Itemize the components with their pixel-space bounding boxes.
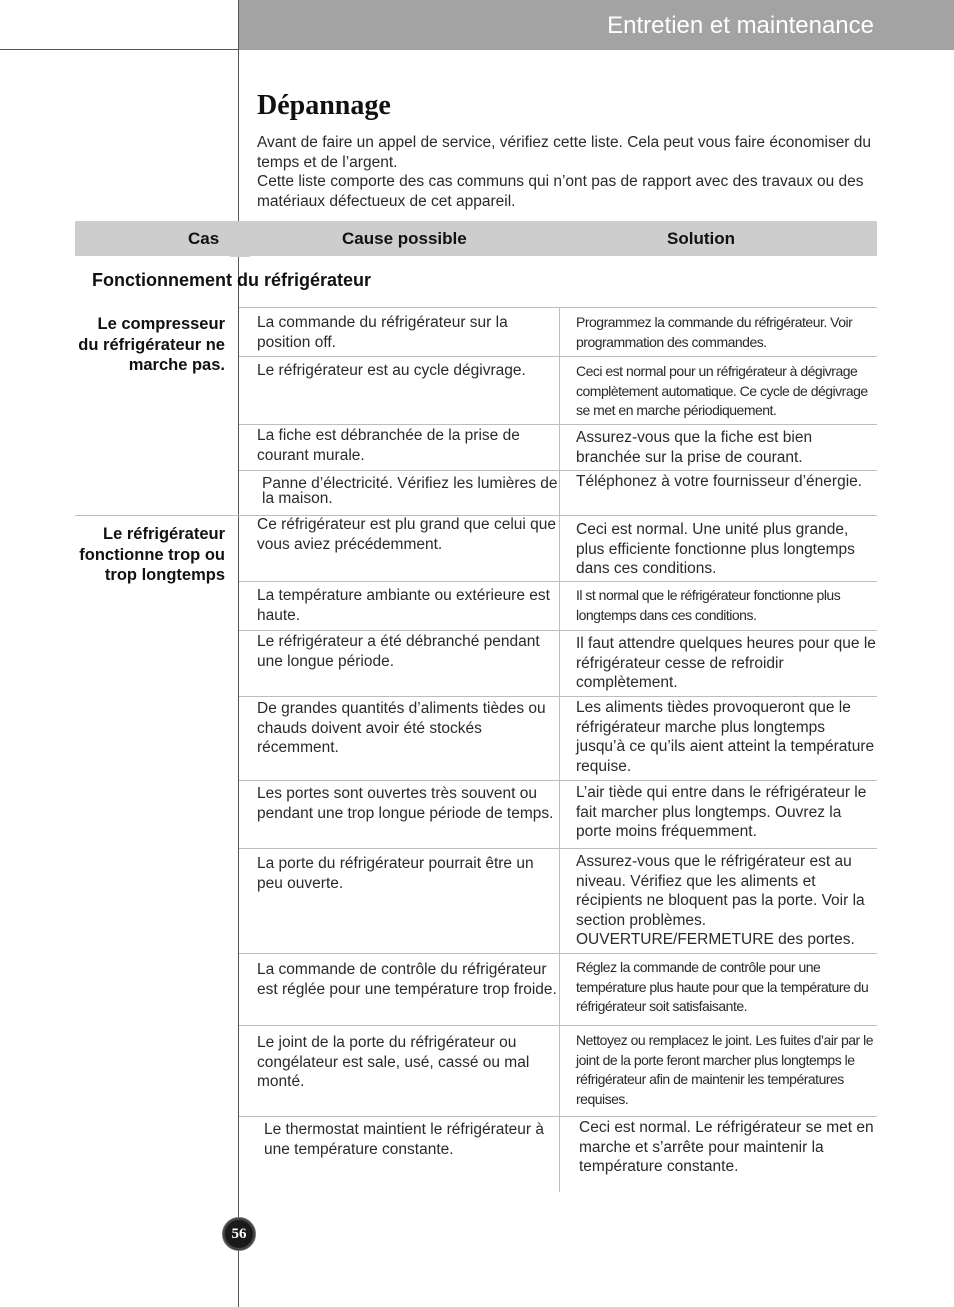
solution-cell: Assurez-vous que la fiche est bien branchée sur la prise de courant.: [576, 429, 813, 466]
row-divider: [239, 356, 877, 357]
row-divider: [239, 581, 877, 582]
row-divider: [239, 307, 877, 308]
row-divider: [239, 630, 877, 631]
top-rule: [0, 49, 239, 50]
solution-cell: Ceci est normal. Le réfrigérateur se met en marche et s’arrête pour maintenir la température constante.: [579, 1119, 874, 1175]
solution-cell: Ceci est normal pour un réfrigérateur à dégivrage complètement automatique. Ce cycle de dégivrage se met en marche périodiquement.: [576, 363, 868, 418]
row-divider: [239, 780, 877, 781]
cause-cell: Les portes sont ouvertes très souvent ou pendant une trop longue période de temps.: [257, 785, 554, 822]
header-bar: [239, 0, 954, 50]
solution-cell: Il faut attendre quelques heures pour que le réfrigérateur cesse de refroidir complètement.: [576, 635, 876, 691]
cause-cell: Le joint de la porte du réfrigérateur ou congélateur est sale, usé, cassé ou mal monté.: [257, 1034, 530, 1090]
margin-rule: [238, 0, 239, 1307]
header-case: Cas: [188, 229, 220, 248]
cause-cell: Ce réfrigérateur est plu grand que celui que vous aviez précédemment.: [257, 516, 556, 553]
case-label: Le réfrigérateur fonctionne trop ou trop longtemps: [79, 525, 225, 584]
section-header-title: Entretien et maintenance: [607, 12, 874, 39]
table-header: [75, 221, 877, 256]
header-cause: Cause possible: [342, 229, 467, 248]
row-divider: [239, 848, 877, 849]
column-divider: [559, 308, 560, 1192]
cause-cell: La fiche est débranchée de la prise de courant murale.: [257, 427, 520, 464]
cause-cell: La porte du réfrigérateur pourrait être un peu ouverte.: [257, 855, 534, 892]
page-title: Dépannage: [257, 90, 391, 121]
header-mask: [230, 221, 250, 257]
row-divider: [239, 696, 877, 697]
section-title: Fonctionnement du réfrigérateur: [92, 270, 372, 290]
solution-cell: Il st normal que le réfrigérateur fonctionne plus longtemps dans ces conditions.: [576, 587, 841, 623]
solution-cell: Ceci est normal. Une unité plus grande, plus efficiente fonctionne plus longtemps dans ces conditions.: [576, 521, 855, 577]
cause-cell: Le réfrigérateur est au cycle dégivrage.: [257, 362, 526, 379]
intro-paragraph: Avant de faire un appel de service, vérifiez cette liste. Cela peut vous faire économiser du temps et de l’argent.: [257, 134, 872, 171]
row-divider: [239, 953, 877, 954]
row-divider: [239, 1025, 877, 1026]
solution-cell: L’air tiède qui entre dans le réfrigérateur le fait marcher plus longtemps. Ouvrez la porte moins fréquemment.: [576, 784, 867, 840]
cause-cell: La commande de contrôle du réfrigérateur est réglée pour une température trop froide.: [257, 961, 557, 998]
solution-cell: Assurez-vous que le réfrigérateur est au niveau. Vérifiez que les aliments et récipients ne bloquent pas la porte. Voir la section problèmes. OUVERTURE/FERMETURE des portes.: [576, 853, 865, 948]
page-number-badge: 56: [222, 1217, 256, 1251]
solution-cell: Téléphonez à votre fournisseur d’énergie.: [576, 473, 863, 490]
header-solution: Solution: [667, 229, 735, 248]
cause-cell: La température ambiante ou extérieure est haute.: [257, 587, 550, 624]
cause-cell: Le thermostat maintient le réfrigérateur à une température constante.: [264, 1121, 544, 1158]
row-divider: [239, 1116, 877, 1117]
cause-cell: De grandes quantités d’aliments tièdes ou chauds doivent avoir été stockés récemment.: [257, 700, 546, 756]
solution-cell: Programmez la commande du réfrigérateur. Voir programmation des commandes.: [576, 314, 853, 350]
solution-cell: Réglez la commande de contrôle pour une température plus haute pour que la température du réfrigérateur soit satisfaisante.: [576, 959, 869, 1014]
intro-text: [257, 133, 877, 211]
case-label: Le compresseur du réfrigérateur ne marche pas.: [78, 315, 225, 374]
row-divider: [239, 470, 877, 471]
cause-cell: Le réfrigérateur a été débranché pendant une longue période.: [257, 633, 540, 670]
intro-paragraph: Cette liste comporte des cas communs qui n’ont pas de rapport avec des travaux ou des matériaux défectueux de cet appareil.: [257, 173, 864, 210]
solution-cell: Nettoyez ou remplacez le joint. Les fuites d’air par le joint de la porte feront marcher plus longtemps le réfrigérateur afin de maintenir les températures requises.: [576, 1032, 873, 1107]
cause-cell: Panne d’électricité. Vérifiez les lumières de la maison.: [262, 475, 558, 507]
solution-cell: Les aliments tièdes provoqueront que le réfrigérateur marche plus longtemps jusqu’à ce qu’ils aient atteint la température requise.: [576, 699, 875, 775]
cause-cell: La commande du réfrigérateur sur la position off.: [257, 314, 508, 351]
row-divider: [239, 424, 877, 425]
